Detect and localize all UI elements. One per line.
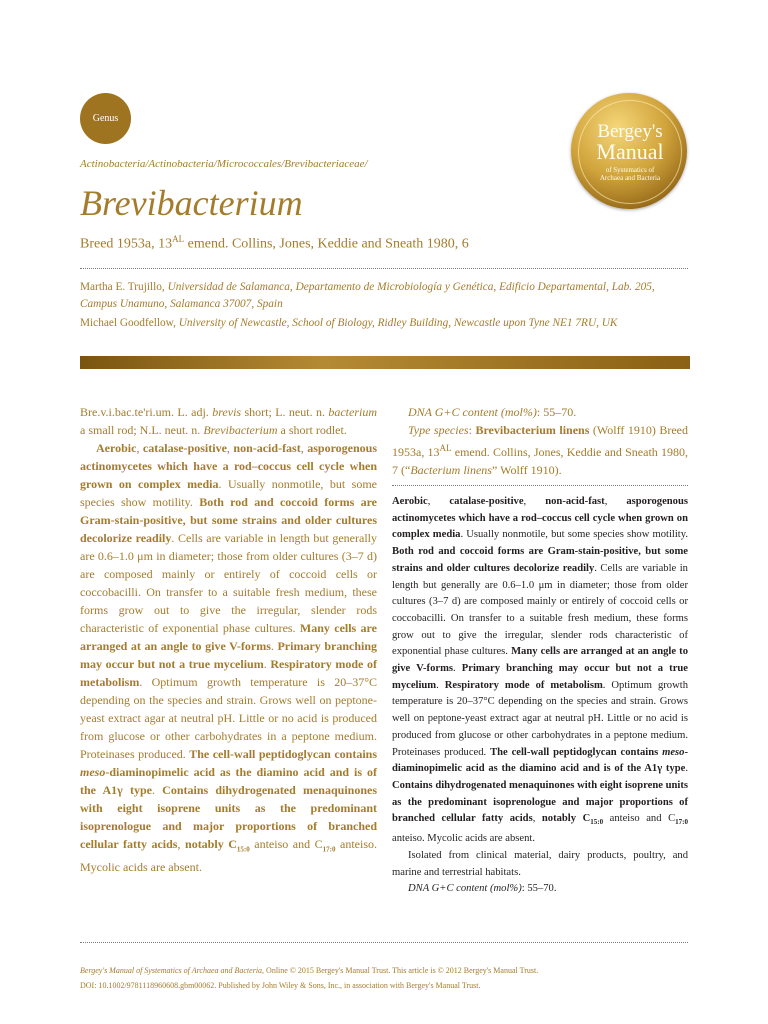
genus-badge (80, 93, 131, 144)
logo-line3: of Systematics of (605, 166, 655, 174)
divider (392, 485, 688, 486)
page-title: Brevibacterium (80, 183, 303, 223)
logo-line2: Manual (596, 139, 664, 164)
right-column (392, 403, 688, 898)
logo-line1: Bergey's (597, 121, 663, 142)
divider (80, 268, 688, 269)
taxon-authority: Breed 1953a, $13^{AL}$ emend. Collins, Jones, Keddie and Sneath 1980, 6 (80, 234, 469, 252)
bergeys-manual-logo (571, 93, 687, 209)
author-1: Martha E. Trujillo, Universidad de Salamanca, Departamento de Microbiología y Genética, Edificio Departamental, Lab. 205, Campus Unamuno, Salamanca 37007, Spain (80, 281, 655, 310)
divider (80, 942, 688, 943)
etymology: Bre.v.i.bac.te'ri.um. L. adj. brevis short; L. neut. n. bacterium a small rod; N.L. neut. n. Brevibacterium a short rodlet. (80, 405, 378, 437)
dna-content-repeat: DNA G+C content (mol%): 55–70. (408, 883, 557, 895)
footer (80, 963, 538, 993)
type-species: Type species: Brevibacterium linens (Wolff 1910) Breed 1953a, $13^{AL}$ emend. Collins, Jones, Keddie and Sneath 1980, 7 (“Bacterium linens” Wolff 1910). (392, 423, 689, 477)
genus-badge-label: Genus (92, 113, 119, 124)
footer-copyright: Bergey's Manual of Systematics of Archaea and Bacteria, Online © 2015 Bergey's Manual Trust. This article is © 2012 Bergey's Manual Trust. (80, 966, 539, 975)
author-2: Michael Goodfellow, University of Newcastle, School of Biology, Ridley Building, Newcastle upon Tyne NE1 7RU, UK (80, 317, 618, 329)
description-repeat: Aerobic, catalase-positive, non-acid-fast, asporogenous actinomycetes which have a rod–coccus cell cycle when grown on complex media. Usually nonmotile, but some species show motility. Both rod and coccoid forms are Gram-stain-positive, but some strains and older cultures decolorize readily. Cells are variable in length but generally are 0.6–1.0 μm in diameter; those from older cultures (3–7 d) are composed mainly or entirely of coccoid cells or coccobacilli. On transfer to a suitable fresh medium, these forms grow out to give the irregular, slender rods characteristic of exponential phase cultures. Many cells are arranged at an angle to give V-forms. Primary branching may occur but not a true mycelium. Respiratory mode of metabolism. Optimum growth temperature is 20–37°C depending on the species and strain. Grows well on peptone-yeast extract agar at neutral pH. Little or no acid is produced from glucose or other carbohydrates in a peptone medium. Proteinases produced. The cell-wall peptidoglycan contains meso-diaminopimelic acid as the diamino acid and is of the A1γ type. Contains dihydrogenated menaquinones with eight isoprene units as the predominant isoprenologue and major proportions of branched cellular fatty acids, notably $C_{15:0}$ anteiso and $C_{17:0}$ anteiso. Mycolic acids are absent. (392, 496, 688, 845)
taxonomy-breadcrumb: Actinobacteria/Actinobacteria/Micrococcales/Brevibacteriaceae/ (80, 158, 368, 170)
isolation-source: Isolated from clinical material, dairy products, poultry, and marine and terrestrial habitats. (392, 849, 688, 878)
footer-doi: DOI: 10.1002/9781118960608.gbm00062. Published by John Wiley & Sons, Inc., in association with Bergey's Manual Trust. (80, 981, 481, 990)
gold-rule (80, 356, 690, 369)
dna-content: DNA G+C content (mol%): 55–70. (408, 405, 577, 419)
logo-line4: Archaea and Bacteria (599, 174, 661, 182)
left-column (80, 403, 377, 876)
description: Aerobic, catalase-positive, non-acid-fast, asporogenous actinomycetes which have a rod–coccus cell cycle when grown on complex media. Usually nonmotile, but some species show motility. Both rod and coccoid forms are Gram-stain-positive, but some strains and older cultures decolorize readily. Cells are variable in length but generally are 0.6–1.0 μm in diameter; those from older cultures (3–7 d) are composed mainly or entirely of coccoid cells or coccobacilli. On transfer to a suitable fresh medium, these forms grow out to give the irregular, slender rods characteristic of exponential phase cultures. Many cells are arranged at an angle to give V-forms. Primary branching may occur but not a true mycelium. Respiratory mode of metabolism. Optimum growth temperature is 20–37°C depending on the species and strain. Grows well on peptone-yeast extract agar at neutral pH. Little or no acid is produced from glucose or other carbohydrates in a peptone medium. Proteinases produced. The cell-wall peptidoglycan contains meso-diaminopimelic acid as the diamino acid and is of the A1γ type. Contains dihydrogenated menaquinones with eight isoprene units as the predominant isoprenologue and major proportions of branched cellular fatty acids, notably $C_{15:0}$ anteiso and $C_{17:0}$ anteiso. Mycolic acids are absent. (80, 441, 378, 875)
